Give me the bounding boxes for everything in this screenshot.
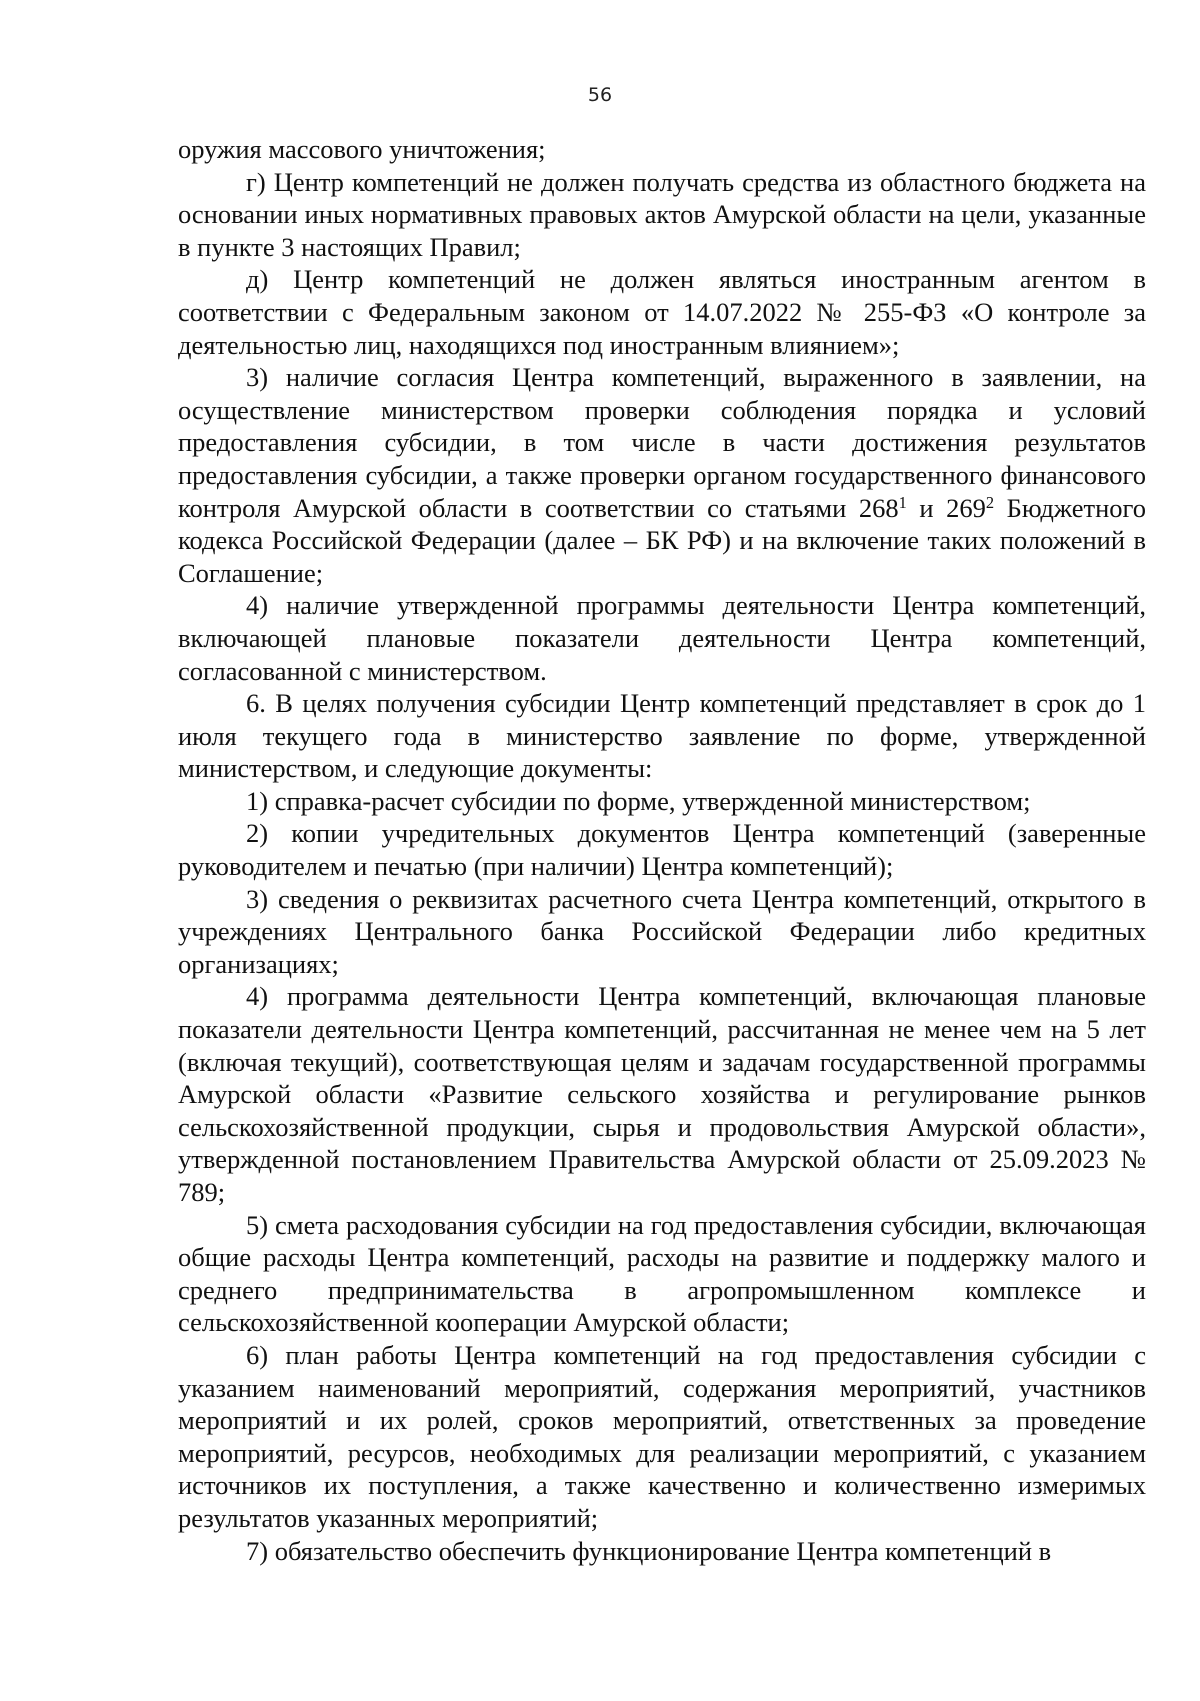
paragraph-item-3-consent [178, 361, 1146, 589]
paragraph-continuation: оружия массового уничтожения; [178, 134, 546, 164]
superscript: 1 [898, 492, 907, 512]
paragraph-text-part: 3) наличие согласия Центра компетенций, выраженного в заявлении, на осуществление министерством проверки соблюдения порядка и условий предоставления субсидии, в том числе в части достижения результатов предоставления субсидии, а также проверки органом государственного финансового контроля Амурской области в соответствии со статьями 268 [178, 362, 1146, 523]
paragraph-text-part: Бюджетного кодекса Российской Федерации (далее – БК РФ) и на включение таких положений в Соглашение; [178, 492, 1146, 588]
paragraph-doc-2: 2) копии учредительных документов Центра компетенций (заверенные руководителем и печатью (при наличии) Центра компетенций); [178, 818, 1146, 882]
paragraph-doc-6: 6) план работы Центра компетенций на год предоставления субсидии с указанием наименований мероприятий, содержания мероприятий, участников мероприятий и их ролей, сроков мероприятий, ответственных за проведение мероприятий, ресурсов, необходимых для реализации мероприятий, с указанием источников их поступления, а также качественно и количественно измеримых результатов указанных мероприятий; [178, 1339, 1146, 1533]
paragraph-section-6: 6. В целях получения субсидии Центр компетенций представляет в срок до 1 июля текущего года в министерство заявление по форме, утвержденной министерством, и следующие документы: [178, 688, 1146, 784]
paragraph-item-d: д) Центр компетенций не должен являться иностранным агентом в соответствии с Федеральным законом от 14.07.2022 № 255-ФЗ «О контроле за деятельностью лиц, находящихся под иностранным влиянием»; [178, 264, 1146, 360]
document-body [178, 133, 1146, 1567]
paragraph-item-g: г) Центр компетенций не должен получать средства из областного бюджета на основании иных нормативных правовых актов Амурской области на цели, указанные в пункте 3 настоящих Правил; [178, 166, 1146, 262]
paragraph-doc-3: 3) сведения о реквизитах расчетного счета Центра компетенций, открытого в учреждениях Центрального банка Российской Федерации либо кредитных организациях; [178, 883, 1146, 979]
paragraph-doc-5: 5) смета расходования субсидии на год предоставления субсидии, включающая общие расходы Центра компетенций, расходы на развитие и поддержку малого и среднего предпринимательства в агропромышленном комплексе и сельскохозяйственной кооперации Амурской области; [178, 1209, 1146, 1338]
page-number: 56 [587, 84, 613, 106]
paragraph-doc-1: 1) справка-расчет субсидии по форме, утвержденной министерством; [246, 785, 1031, 816]
paragraph-text-part: и 269 [906, 492, 986, 523]
superscript: 2 [985, 492, 995, 512]
paragraph-item-4-program: 4) наличие утвержденной программы деятельности Центра компетенций, включающей плановые показатели деятельности Центра компетенций, согласованной с министерством. [178, 590, 1146, 686]
paragraph-doc-4: 4) программа деятельности Центра компетенций, включающая плановые показатели деятельности Центра компетенций, рассчитанная не менее чем на 5 лет (включая текущий), соответствующая целям и задачам государственной программы Амурской области «Развитие сельского хозяйства и регулирование рынков сельскохозяйственной продукции, сырья и продовольствия Амурской области», утвержденной постановлением Правительства Амурской области от 25.09.2023 № 789; [178, 981, 1146, 1207]
paragraph-doc-7: 7) обязательство обеспечить функционирование Центра компетенций в [246, 1535, 1052, 1566]
